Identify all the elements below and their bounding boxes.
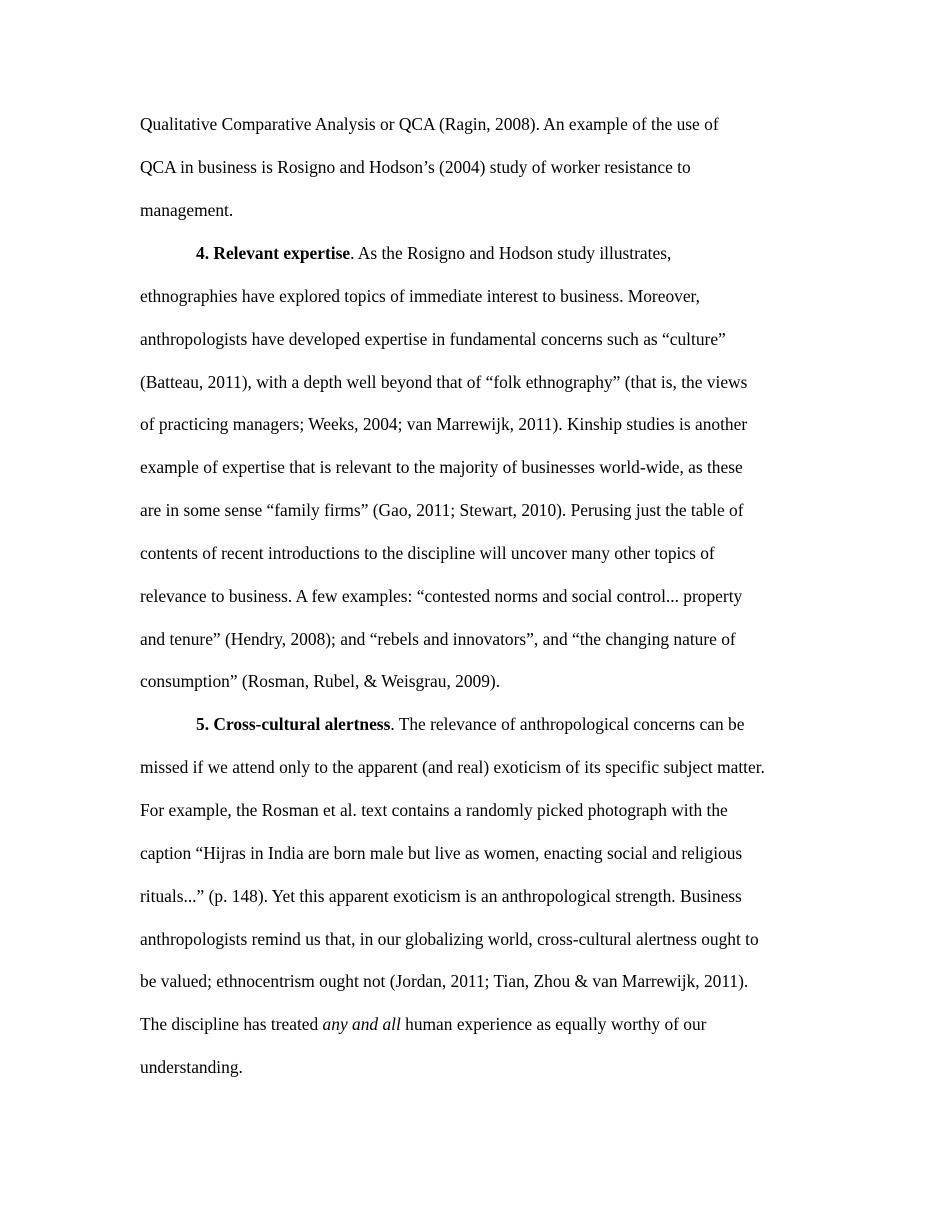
paragraph-1-line-3: management. bbox=[140, 200, 234, 220]
paragraph-2-first-line-text: . As the Rosigno and Hodson study illustrates, bbox=[350, 243, 672, 263]
paragraph-3-line-6: anthropologists remind us that, in our globalizing world, cross-cultural alertness ought to bbox=[140, 929, 759, 949]
paragraph-2-first-line bbox=[196, 243, 671, 263]
paragraph-3-line-8-after: human experience as equally worthy of our bbox=[400, 1014, 707, 1034]
paragraph-3-line-7: be valued; ethnocentrism ought not (Jordan, 2011; Tian, Zhou & van Marrewijk, 2011). bbox=[140, 971, 749, 991]
paragraph-3-line-8 bbox=[140, 1014, 706, 1034]
paragraph-2-line-4: (Batteau, 2011), with a depth well beyond that of “folk ethnography” (that is, the views bbox=[140, 372, 748, 392]
paragraph-2-line-7: are in some sense “family firms” (Gao, 2011; Stewart, 2010). Perusing just the table of bbox=[140, 500, 744, 520]
paragraph-3-line-9: understanding. bbox=[140, 1057, 243, 1077]
paragraph-3-line-5: rituals...” (p. 148). Yet this apparent exoticism is an anthropological strength. Business bbox=[140, 886, 742, 906]
paragraph-3-line-2: missed if we attend only to the apparent (and real) exoticism of its specific subject matter. bbox=[140, 757, 765, 777]
paragraph-2-line-3: anthropologists have developed expertise in fundamental concerns such as “culture” bbox=[140, 329, 726, 349]
cross-cultural-alertness-heading: 5. Cross-cultural alertness bbox=[196, 714, 391, 734]
paragraph-2-line-9: relevance to business. A few examples: “contested norms and social control... property bbox=[140, 586, 743, 606]
paragraph-2-line-8: contents of recent introductions to the discipline will uncover many other topics of bbox=[140, 543, 715, 563]
paragraph-1-line-1: Qualitative Comparative Analysis or QCA (Ragin, 2008). An example of the use of bbox=[140, 114, 719, 134]
paragraph-2-line-2: ethnographies have explored topics of immediate interest to business. Moreover, bbox=[140, 286, 700, 306]
paragraph-1-line-2: QCA in business is Rosigno and Hodson’s (2004) study of worker resistance to bbox=[140, 157, 691, 177]
paragraph-2-line-10: and tenure” (Hendry, 2008); and “rebels and innovators”, and “the changing nature of bbox=[140, 629, 736, 649]
paragraph-2-line-5: of practicing managers; Weeks, 2004; van Marrewijk, 2011). Kinship studies is another bbox=[140, 414, 748, 434]
paragraph-2-line-6: example of expertise that is relevant to the majority of businesses world-wide, as these bbox=[140, 457, 743, 477]
emphasis-any-and-all: any and all bbox=[322, 1014, 401, 1034]
paragraph-3-line-8-before: The discipline has treated bbox=[140, 1014, 323, 1034]
paragraph-3-line-4: caption “Hijras in India are born male but live as women, enacting social and religious bbox=[140, 843, 743, 863]
paragraph-3-first-line bbox=[196, 714, 744, 734]
paragraph-3-line-3: For example, the Rosman et al. text contains a randomly picked photograph with the bbox=[140, 800, 728, 820]
paragraph-2-line-11: consumption” (Rosman, Rubel, & Weisgrau, 2009). bbox=[140, 671, 501, 691]
paragraph-3-first-line-text: . The relevance of anthropological concerns can be bbox=[390, 714, 745, 734]
relevant-expertise-heading: 4. Relevant expertise bbox=[196, 243, 351, 263]
